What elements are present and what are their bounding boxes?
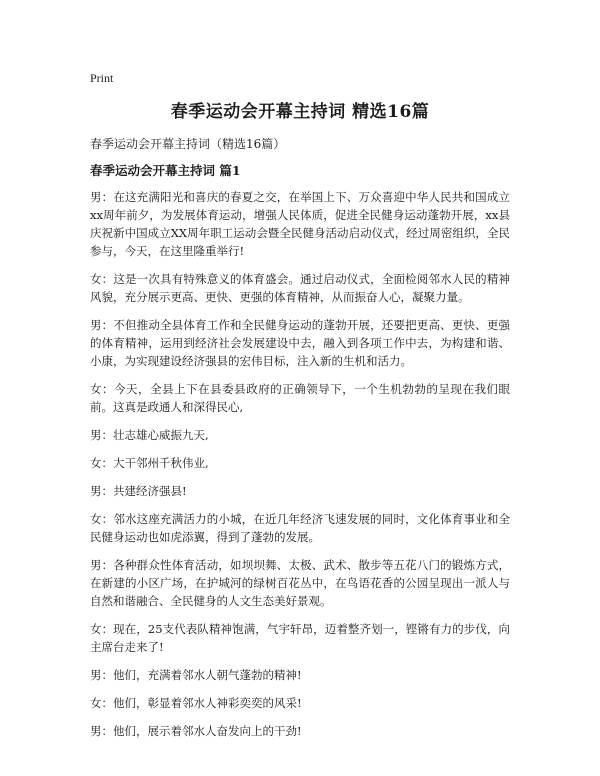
document-body xyxy=(90,188,510,740)
paragraph: 男：在这充满阳光和喜庆的春夏之交，在举国上下、万众喜迎中华人民共和国成立xx周年前夕，为发展体育运动，增强人民体质，促进全民健身运动蓬勃开展，xx县庆祝新中国成立XX周年职工运动会暨全民健身活动启动仪式，经过周密组织，全民参与，今天，在这里隆重举行! xyxy=(90,190,510,258)
paragraph: 男：各种群众性体育活动，如坝坝舞、太极、武术、散步等五花八门的锻炼方式，在新建的小区广场，在护城河的绿树百花丛中，在鸟语花香的公园呈现出一派人与自然和谐融合、全民健身的人文生态美好景观。 xyxy=(90,558,510,608)
paragraph: 女：他们，彰显着邻水人神彩奕奕的风采! xyxy=(90,696,302,710)
paragraph: 男：不但推动全县体育工作和全民健身运动的蓬勃开展，还要把更高、更快、更强的体育精神，运用到经济社会发展建设中去，融入到各项工作中去，为构建和谐、小康，为实现建设经济强县的宏伟目标，注入新的生机和活力。 xyxy=(90,318,510,368)
document-subtitle: 春季运动会开幕主持词（精选16篇） xyxy=(90,137,286,151)
paragraph: 女：大干邻州千秋伟业, xyxy=(90,456,209,470)
paragraph: 男：他们，展示着邻水人奋发向上的干劲! xyxy=(90,724,302,738)
document-title: 春季运动会开幕主持词 精选16篇 xyxy=(170,102,430,122)
section-heading: 春季运动会开幕主持词 篇1 xyxy=(90,163,241,178)
paragraph: 女：邻水这座充满活力的小城，在近几年经济飞速发展的同时，文化体育事业和全民健身运动也如虎添翼，得到了蓬勃的发展。 xyxy=(90,512,510,544)
paragraph: 女：现在，25支代表队精神饱满，气宇轩昂，迈着整齐划一，铿锵有力的步伐，向主席台走来了! xyxy=(90,622,510,654)
paragraph: 女：这是一次具有特殊意义的体育盛会。通过启动仪式，全面检阅邻水人民的精神风貌，充分展示更高、更快、更强的体育精神，从而振奋人心，凝聚力量。 xyxy=(90,272,510,304)
print-link[interactable]: Print xyxy=(90,71,114,85)
paragraph: 男：他们，充满着邻水人朝气蓬勃的精神! xyxy=(90,668,302,682)
paragraph: 男：共建经济强县! xyxy=(90,484,187,498)
paragraph: 男：壮志雄心威振九天, xyxy=(90,428,209,442)
paragraph: 女：今天，全县上下在县委县政府的正确领导下，一个生机勃勃的呈现在我们眼前。这真是政通人和深得民心, xyxy=(90,382,510,414)
